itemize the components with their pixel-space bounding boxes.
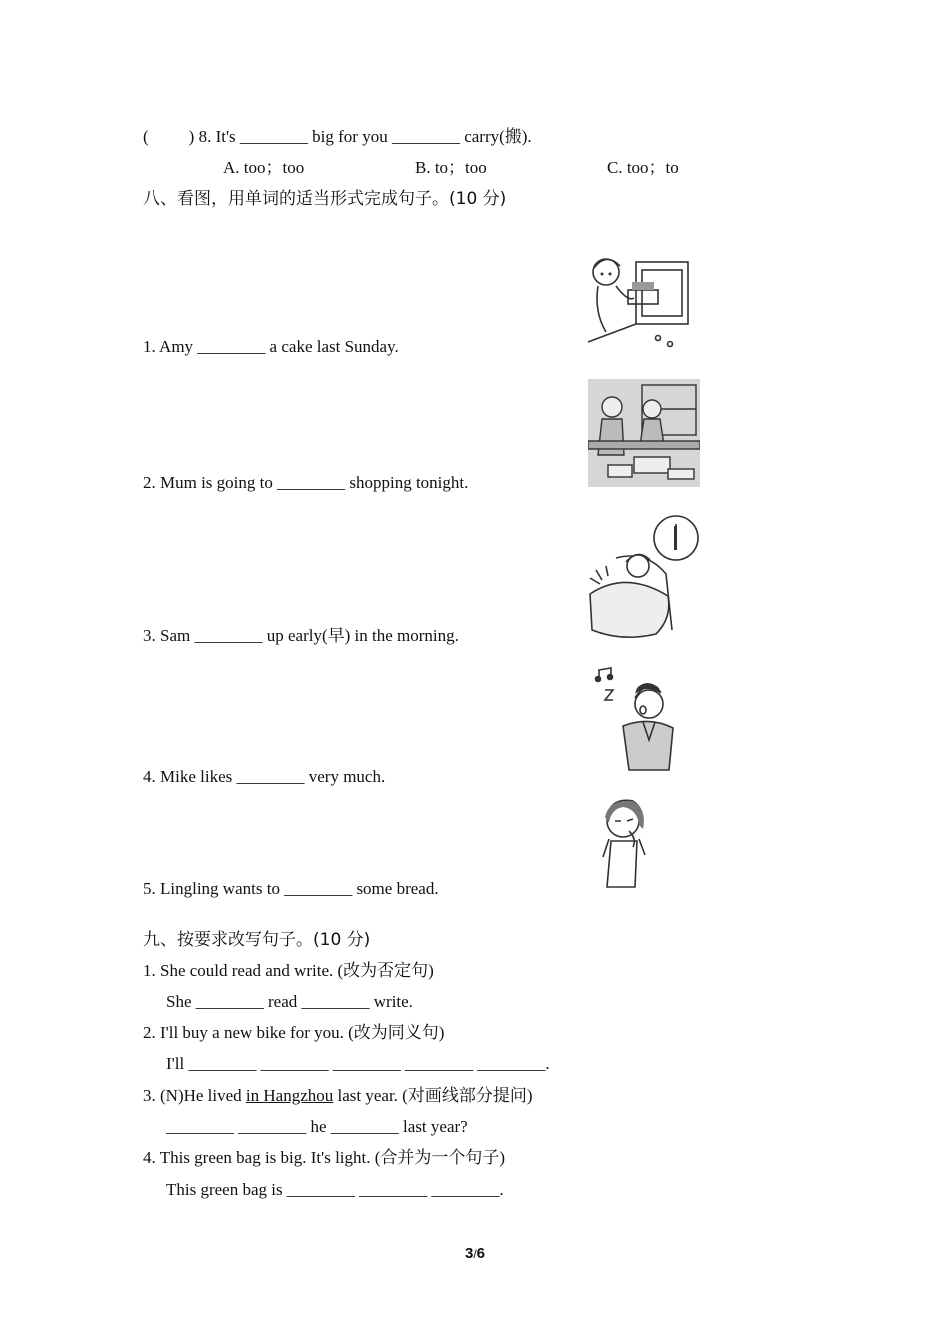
section9-q1: 1. She could read and write. (改为否定句)	[143, 961, 434, 980]
section9-q3-underlined: in Hangzhou	[245, 1086, 334, 1105]
section8-item-3: 3. Sam ________ up early(早) in the morning.	[143, 626, 459, 645]
baking-cake-illustration	[588, 252, 693, 350]
answer-paren-open: (	[143, 127, 149, 146]
section9-a1: She ________ read ________ write.	[166, 992, 413, 1011]
section9-q2: 2. I'll buy a new bike for you. (改为同义句)	[143, 1023, 445, 1042]
shopping-illustration	[588, 379, 700, 487]
section9-a2: I'll ________ ________ ________ ________ ________.	[166, 1054, 550, 1073]
page-number	[0, 1245, 950, 1262]
singing-illustration	[593, 666, 675, 774]
wake-up-illustration	[586, 510, 702, 642]
section9-q3-suffix: last year. (对画线部分提问)	[333, 1086, 533, 1105]
page-current: 3	[464, 1245, 474, 1262]
section8-item-1: 1. Amy ________ a cake last Sunday.	[143, 337, 399, 356]
section8-item-5: 5. Lingling wants to ________ some bread.	[143, 879, 439, 898]
section9-a4: This green bag is ________ ________ ________.	[166, 1180, 504, 1199]
section8-item-2: 2. Mum is going to ________ shopping tonight.	[143, 473, 469, 492]
section8-title: 八、看图，用单词的适当形式完成句子。(10 分)	[143, 189, 507, 209]
q8-option-a: A. too；too	[223, 158, 305, 177]
section9-a3: ________ ________ he ________ last year?	[166, 1117, 468, 1136]
q8-question	[143, 127, 532, 147]
section9-q3	[143, 1086, 533, 1106]
answer-paren-close: )	[188, 127, 195, 146]
q8-option-c: C. too；to	[607, 158, 679, 177]
section9-q3-prefix: 3. (N)He lived	[143, 1086, 246, 1105]
q8-stem: 8. It's ________ big for you ________ carry(搬).	[198, 127, 532, 146]
page-separator: /	[473, 1247, 477, 1261]
section8-item-4: 4. Mike likes ________ very much.	[143, 767, 386, 786]
q8-option-b: B. to；too	[415, 158, 487, 177]
page-total: 6	[476, 1245, 486, 1262]
section9-q4: 4. This green bag is big. It's light. (合并为一个句子)	[143, 1148, 506, 1167]
section9-title: 九、按要求改写句子。(10 分)	[143, 930, 371, 950]
wanting-bread-illustration	[595, 795, 653, 893]
